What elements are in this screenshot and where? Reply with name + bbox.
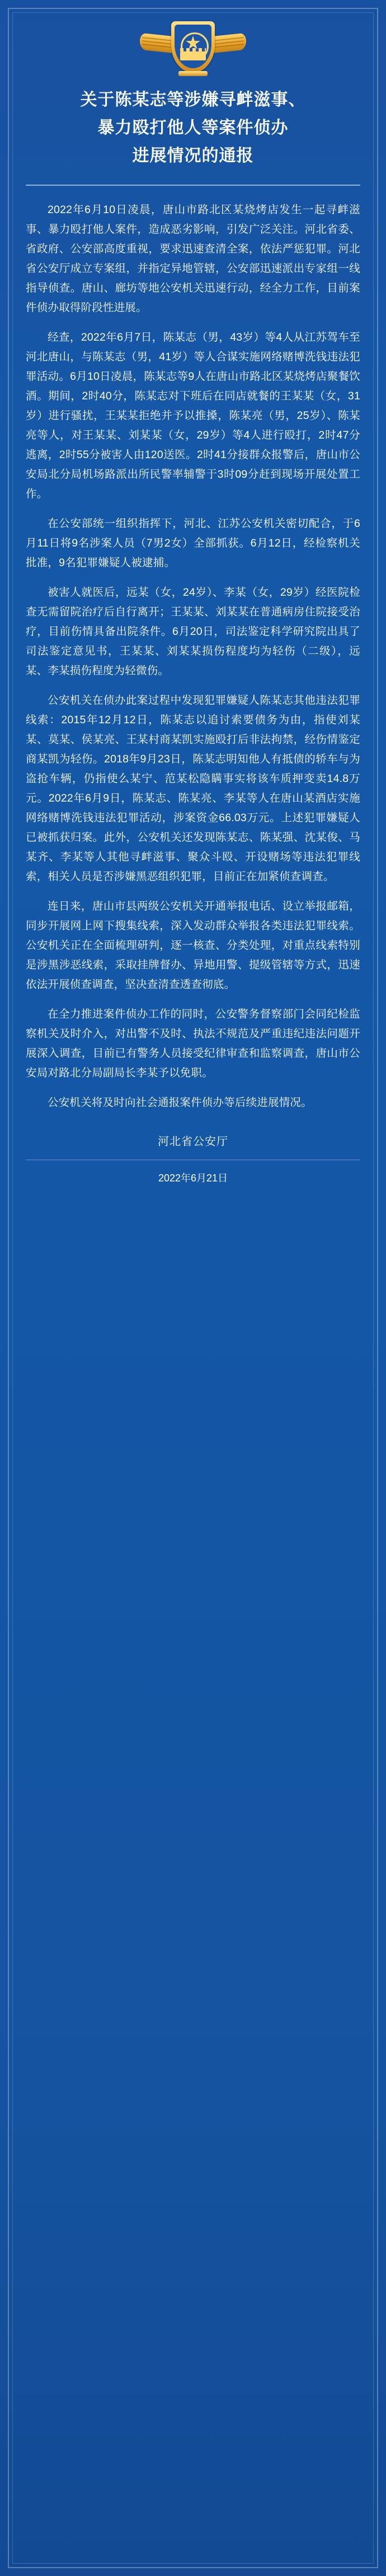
paragraph-4: 被害人就医后，远某（女，24岁）、李某（女，29岁）经医院检查无需留院治疗后自行离开；王某某、刘某某在普通病房住院接受治疗，目前伤情具备出院条件。6月20日，司法鉴定科学研究院出具了司法鉴定意见书，王某某、刘某某损伤程度均为轻伤（二级），远某、李某损伤程度为轻微伤。 [26,586,360,677]
paragraph-2: 经查，2022年6月7日，陈某志（男，43岁）等4人从江苏驾车至河北唐山，与陈某志（男，41岁）等人合谋实施网络赌博洗钱违法犯罪活动。6月10日凌晨，陈某志等9人在唐山市路北区某烧烤店聚餐饮酒。期间，2时40分，陈某志对下班后在同店就餐的王某某（女，31岁）进行骚扰，王某某拒绝并予以推搡，陈某亮（男，25岁）、陈某亮等人，对王某某、刘某某（女，29岁）等4人进行殴打，2时47分逃离，2时55分被害人由120送医。2时41分接群众报警后，唐山市公安局北分局机场路派出所民警率辅警于3时09分赶到现场开展处置工作。 [26,331,360,500]
paragraph-3: 在公安部统一组织指挥下，河北、江苏公安机关密切配合，于6月11日将9名涉案人员（7男2女）全部抓获。6月12日，经检察机关批准，9名犯罪嫌疑人被逮捕。 [26,517,360,569]
emblem-shield-inner [175,25,211,68]
police-emblem-icon [140,18,246,76]
document-title [26,86,360,186]
emblem-great-wall-icon [180,51,206,60]
emblem-wing-left [140,33,176,54]
title-line-3: 进展情况的通报 [132,147,254,165]
emblem-header [0,0,386,84]
emblem-shield [171,21,215,73]
document-signature [26,1132,360,1187]
title-line-2: 暴力殴打他人等案件侦办 [97,119,289,137]
emblem-base [178,71,208,76]
issuing-authority: 河北省公安厅 [158,1136,228,1148]
paragraph-7: 在全力推进案件侦办工作的同时，公安警务督察部门会同纪检监察机关及时介入，对出警不及时、执法不规范及严重违纪违法问题开展深入调查，目前已有警务人员接受纪律审查和监察调查，唐山市公安局对路北分局副局长李某予以免职。 [26,1008,360,1079]
issue-date: 2022年6月21日 [158,1172,228,1184]
paragraph-8: 公安机关将及时向社会通报案件侦办等后续进展情况。 [48,1096,312,1109]
paragraph-5: 公安机关在侦办此案过程中发现犯罪嫌疑人陈某志其他违法犯罪线索：2015年12月12日，陈某志以追讨索要债务为由，指使刘某某、莫某、侯某亮、王某村商某凯实施殴打后非法拘禁，经伤情鉴定商某凯为轻伤。2018年9月23日，陈某志明知他人有抵债的轿车与为盗抢车辆，仍指使么某宁、范某松隐瞒事实将该车质押变卖14.8万元。2022年6月9日，陈某志、陈某亮、李某等人在唐山某酒店实施网络赌博洗钱违法犯罪活动，涉案资金66.03万元。上述犯罪嫌疑人已被抓获归案。此外，公安机关还发现陈某志、陈某强、沈某俊、马某齐、李某等人其他寻衅滋事、聚众斗殴、开设赌场等违法犯罪线索，相关人员是否涉嫌黑恶组织犯罪，目前正在加紧侦查调查。 [26,694,360,883]
document-body [26,200,360,1113]
paragraph-6: 连日来，唐山市县两级公安机关开通举报电话、设立举报邮箱，同步开展网上网下搜集线索，深入发动群众举报各类违法犯罪线索。公安机关正在全面梳理研判，逐一核查、分类处理，对重点线索特别是涉黑涉恶线索，采取挂牌督办、异地用警、提级管辖等方式，迅速依法开展侦查调查，坚决查清查透查彻底。 [26,900,360,991]
emblem-wing-right [210,33,246,54]
title-line-1: 关于陈某志等涉嫌寻衅滋事、 [80,91,306,109]
paragraph-1: 2022年6月10日凌晨，唐山市路北区某烧烤店发生一起寻衅滋事、暴力殴打他人案件，造成恶劣影响，引发广泛关注。河北省委、省政府、公安部高度重视，要求迅速查清全案，依法严惩犯罪。河北省公安厅成立专案组，并指定异地管辖，公安部迅速派出专家组一线指导侦查。唐山、廊坊等地公安机关迅速行动，经全力工作，目前案件侦办取得阶段性进展。 [26,204,360,314]
